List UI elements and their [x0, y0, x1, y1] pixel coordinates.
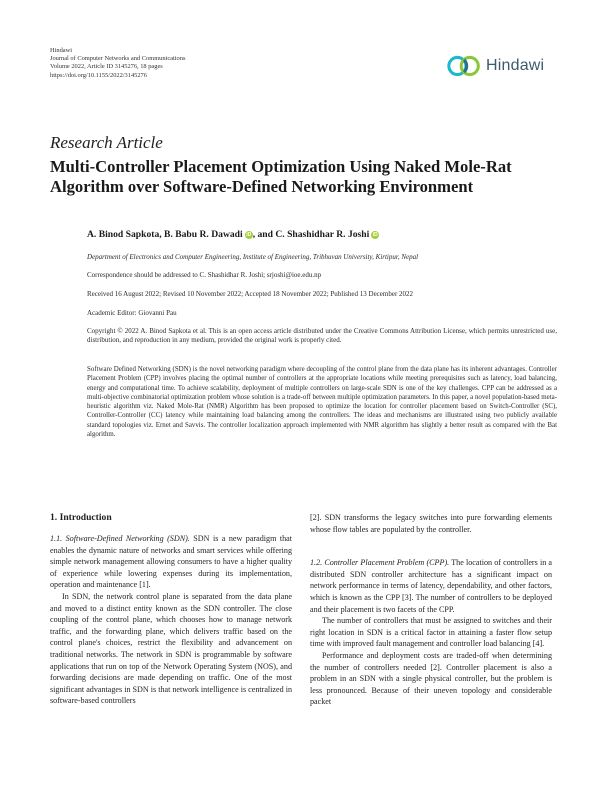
author-list	[87, 229, 557, 240]
logo-text: Hindawi	[486, 57, 545, 74]
paragraph-text: SDN is a new paradigm that enables the dynamic nature of networks and smart services while offering simple network management allowing consumers to have a higher quality of experience while lowering expenses during its implementation, operation and maintenance [1].	[50, 534, 292, 590]
subsection-heading: 1.2. Controller Placement Problem (CPP).	[310, 558, 450, 568]
hindawi-rings-icon	[446, 51, 484, 81]
subsection-heading: 1.1. Software-Defined Networking (SDN).	[50, 534, 190, 543]
spacer	[310, 535, 552, 557]
publication-dates: Received 16 August 2022; Revised 10 November 2022; Accepted 18 November 2022; Published 13 December 2022	[87, 290, 414, 298]
journal-name: Journal of Computer Networks and Communications	[50, 55, 186, 63]
publisher-name: Hindawi	[50, 47, 73, 54]
abstract: Software Defined Networking (SDN) is the novel networking paradigm where decoupling of the control plane from the data plane has its inherent advantages. Controller Placement Problem (CPP) involves placing the optimal number of controllers at the appropriate locations while meeting prerequisites such as latency, load balancing, energy and computational time. To achieve scalability, deployment of multiple controllers on large-scale SDN is one of the key challenges. CPP can be addressed as a multi-objective combinatorial optimization problem whose solution is a trade-off between multiple optimization parameters. In this paper, a novel population-based meta-heuristic algorithm viz. Naked Mole-Rat (NMR) Algorithm has been proposed to optimize the location for controller placement based on Switch-Controller (SC), Controller-Controller (CC) latency while maintaining load balancing among the controllers. The ideas and mechanisms are illustrated using two publicly available standard topologies viz. Ernet and Savvis. The controller localization approach implemented with NMR algorithm has slightly a better result as compared with the Bat algorithm.	[87, 366, 557, 439]
affiliation: Department of Electronics and Computer Engineering, Institute of Engineering, Tribhuvan University, Kirtipur, Nepal	[87, 253, 419, 261]
academic-editor: Academic Editor: Giovanni Pau	[87, 309, 177, 317]
paragraph: Performance and deployment costs are traded-off when determining the number of controllers needed [2]. Controller placement is also a problem in an SDN with a single physical controller, but the problem is less pronounced. Because of their uneven topology and considerable packet	[310, 650, 552, 707]
correspondence: Correspondence should be addressed to C. Shashidhar R. Joshi; srjoshi@ioe.edu.np	[87, 271, 322, 279]
left-column	[50, 512, 292, 707]
paragraph	[50, 533, 292, 591]
paragraph: [2]. SDN transforms the legacy switches into pure forwarding elements whose flow tables are populated by the controller.	[310, 513, 552, 534]
section-heading-introduction: 1. Introduction	[50, 512, 112, 523]
authors-part-2: , and C. Shashidhar R. Joshi	[252, 229, 370, 240]
hindawi-logo[interactable]	[446, 50, 556, 82]
journal-header	[50, 47, 310, 80]
paragraph: The number of controllers that must be assigned to switches and their right location in SDN is a critical factor in attaining a faster flow setup time with improved fault management and controller load balancing [4].	[310, 616, 552, 649]
paragraph-text: The location of controllers in a distributed SDN controller architecture has a significant impact on network performance in terms of latency, dependability, and other factors, which is known as the CPP [3]. The number of controllers to be deployed and their placement is two facets of the CPP.	[310, 558, 553, 614]
orcid-icon[interactable]: iD	[372, 232, 378, 238]
article-type: Research Article	[50, 133, 163, 152]
copyright-notice: Copyright © 2022 A. Binod Sapkota et al. This is an open access article distributed under the Creative Commons Attribution License, which permits unrestricted use, distribution, and reproduction in any medium, provided the original work is properly cited.	[87, 327, 557, 345]
authors-part-1: A. Binod Sapkota, B. Babu R. Dawadi	[87, 229, 243, 240]
orcid-icon[interactable]: iD	[246, 232, 252, 238]
volume-info: Volume 2022, Article ID 3145276, 18 pages	[50, 63, 163, 71]
paragraph	[310, 557, 552, 615]
paragraph: In SDN, the network control plane is separated from the data plane and moved to a distinct entity known as the SDN controller. The close coupling of the control plane, which chooses how to manage network traffic, and the forwarding plane, which delivers traffic based on the control plane's choices, restrict the flexibility and advancement on traditional networks. The network in SDN is programmable by software applications that run on top of the Network Operating System (NOS), and forwarding decisions are made depending on traffic. One of the most significant advantages in SDN is that network intelligence is centralized in software-based controllers	[50, 591, 292, 706]
right-column	[310, 512, 552, 708]
paper-title: Multi-Controller Placement Optimization Using Naked Mole-Rat Algorithm over Software-Defined Networking Environment	[50, 157, 512, 196]
doi-link[interactable]: https://doi.org/10.1155/2022/3145276	[50, 71, 147, 79]
